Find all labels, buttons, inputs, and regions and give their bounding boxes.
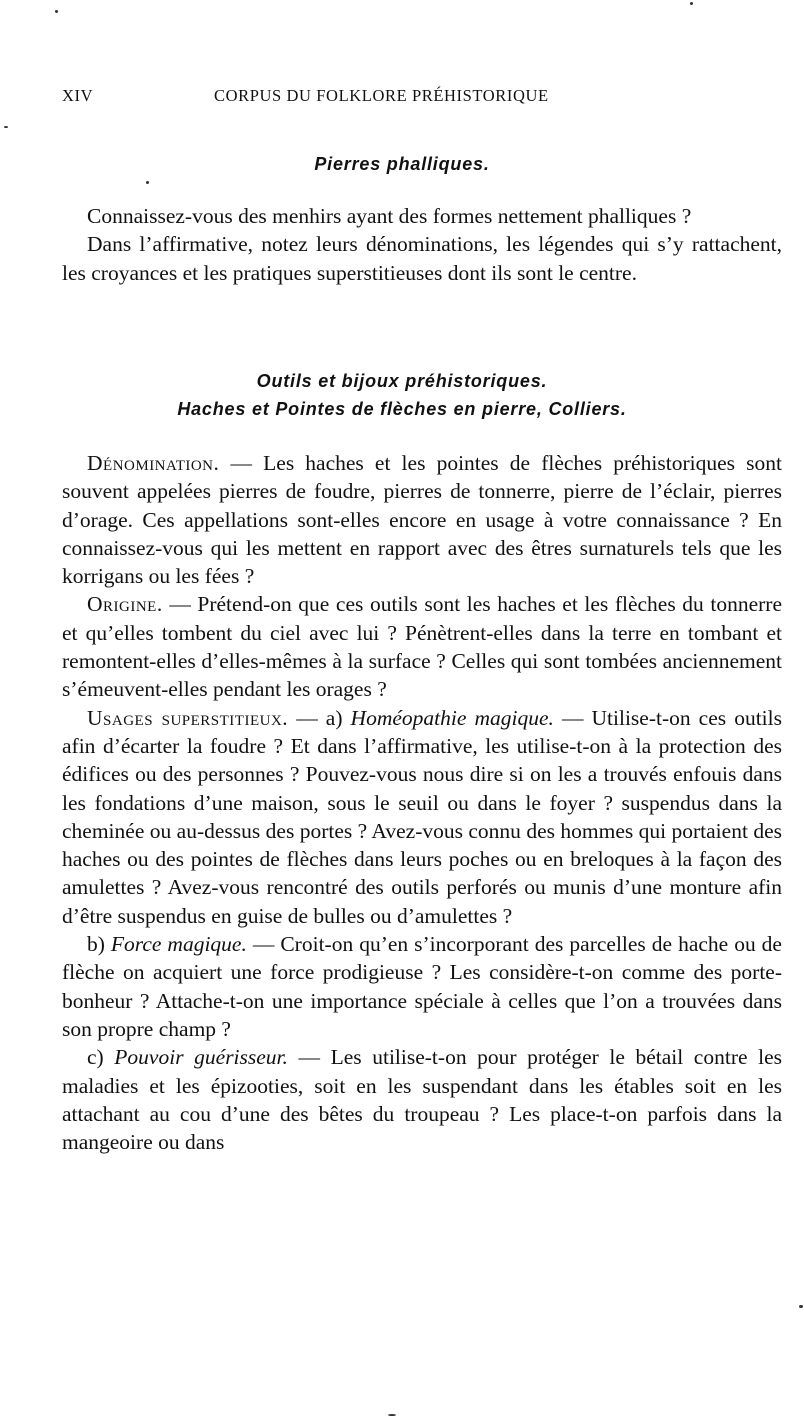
- scan-speck: [799, 1305, 803, 1308]
- scan-speck: [55, 10, 58, 13]
- heading-pierres-phalliques: Pierres phalliques.: [314, 154, 490, 174]
- title-force-magique: Force magique.: [110, 932, 247, 957]
- paragraph-denomination: [62, 449, 782, 590]
- text-homeopathie: — Utilise-t-on ces outils afin d’écarter la foudre ? Et dans l’affirmative, les utilise-t-on à la protection des édifices ou des personnes ? Pouvez-vous nous dire si on les a trouvés enfouis dans les fondations d’une maison, sous le seuil ou dans le foyer ? suspendus dans la cheminée ou au-dessus des portes ? Avez-vous connu des hommes qui portaient des haches ou des pointes de flèches dans leurs poches ou en breloques à la façon des amulettes ? Avez-vous rencontré des outils perforés ou munis d’une monture afin d’être suspendus en guise de bulles ou d’amulettes ?: [62, 705, 782, 928]
- text-force-magique: — Croit-on qu’en s’incorporant des parcelles de hache ou de flèche on acquiert une force prodigieuse ? Les considère-t-on comme des porte-bonheur ? Attache-t-on une importance spéciale à celles que l’on a trouvées dans son propre champ ?: [62, 932, 782, 1041]
- scan-speck: [146, 181, 149, 184]
- section-outils-body: [62, 449, 782, 1156]
- running-head: [62, 86, 762, 110]
- text-origine: — Prétend-on que ces outils sont les haches et les flèches du tonnerre et qu’elles tombent du ciel avec lui ? Pénètrent-elles dans la terre en tombant et remontent-elles d’elles-mêmes à la surface ? Celles qui sont tombées anciennement s’émeuvent-elles pendant les orages ?: [62, 592, 782, 702]
- label-usages: Usages superstitieux.: [87, 705, 289, 730]
- paragraph-force-magique: [62, 930, 782, 1043]
- text-denomination: — Les haches et les pointes de flèches préhistoriques sont souvent appelées pierres de foudre, pierres de tonnerre, pierre de l’éclair, pierres d’orage. Ces appellations sont-elles encore en usage à votre connaissance ? En connaissez-vous qui les mettent en rapport avec des êtres surnaturels tels que les korrigans ou les fées ?: [62, 451, 782, 589]
- page-number: XIV: [62, 86, 94, 105]
- title-homeopathie: Homéopathie magique.: [350, 705, 554, 730]
- prefix-b: b): [87, 932, 111, 957]
- heading-outils-bijoux: Outils et bijoux préhistoriques.: [256, 371, 548, 391]
- scan-speck: [388, 1414, 396, 1416]
- scan-speck: [690, 2, 693, 5]
- section-phalliques-body: [62, 202, 782, 287]
- prefix-c: c): [87, 1045, 115, 1070]
- prefix-usages-a: — a): [288, 705, 351, 730]
- paragraph-affirmative: Dans l’affirmative, notez leurs dénominations, les légendes qui s’y rattachent, les croyances et les pratiques superstitieuses dont ils sont le centre.: [62, 232, 782, 285]
- scan-speck: [4, 126, 8, 128]
- heading-haches-pointes: Haches et Pointes de flèches en pierre, Colliers.: [177, 399, 627, 419]
- book-title: CORPUS DU FOLKLORE PRÉHISTORIQUE: [214, 86, 549, 105]
- text-pouvoir-guerisseur: — Les utilise-t-on pour protéger le bétail contre les maladies et les épizooties, soit en les suspendant dans les étables soit en les attachant au cou d’une des bêtes du troupeau ? Les place-t-on parfois dans la mangeoire ou dans: [62, 1045, 782, 1155]
- label-denomination: Dénomination.: [87, 451, 220, 475]
- paragraph-origine: [62, 590, 782, 703]
- paragraph-menhirs: Connaissez-vous des menhirs ayant des formes nettement phalliques ?: [87, 204, 692, 228]
- paragraph-pouvoir-guerisseur: [62, 1043, 782, 1156]
- title-pouvoir-guerisseur: Pouvoir guérisseur.: [114, 1045, 288, 1070]
- paragraph-usages: [62, 704, 782, 930]
- label-origine: Origine.: [87, 592, 163, 617]
